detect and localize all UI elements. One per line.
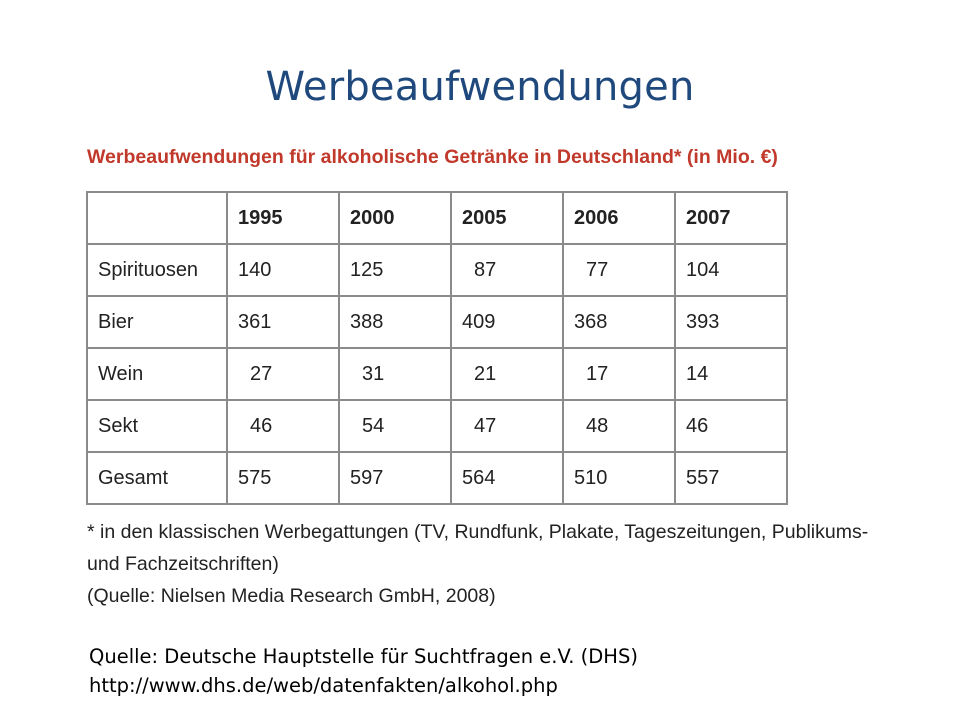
table-cell: 17 (563, 348, 675, 400)
advertising-table (86, 191, 788, 505)
table-cell: 46 (675, 400, 787, 452)
footnote-line-1: * in den klassischen Werbegattungen (TV, Rundfunk, Plakate, Tageszeitungen, Publikums- (87, 521, 869, 543)
table-heading: Werbeaufwendungen für alkoholische Getränke in Deutschland* (in Mio. €) (87, 146, 778, 168)
row-label: Spirituosen (87, 244, 227, 296)
table-cell: 368 (563, 296, 675, 348)
header-cell-year: 1995 (227, 192, 339, 244)
table-cell: 31 (339, 348, 451, 400)
header-cell-year: 2005 (451, 192, 563, 244)
row-label: Sekt (87, 400, 227, 452)
source-url: http://www.dhs.de/web/datenfakten/alkohol.php (89, 674, 558, 697)
table-cell: 47 (451, 400, 563, 452)
row-label: Gesamt (87, 452, 227, 504)
table-cell: 46 (227, 400, 339, 452)
header-cell-year: 2000 (339, 192, 451, 244)
table-cell: 140 (227, 244, 339, 296)
table-cell: 564 (451, 452, 563, 504)
table-cell: 557 (675, 452, 787, 504)
table-cell: 77 (563, 244, 675, 296)
table-row (87, 296, 787, 348)
table-cell: 27 (227, 348, 339, 400)
table-cell: 361 (227, 296, 339, 348)
table-cell: 125 (339, 244, 451, 296)
table-cell: 393 (675, 296, 787, 348)
table-row (87, 400, 787, 452)
table-cell: 14 (675, 348, 787, 400)
table-cell: 388 (339, 296, 451, 348)
table-cell: 21 (451, 348, 563, 400)
table-cell: 597 (339, 452, 451, 504)
table-cell: 54 (339, 400, 451, 452)
table-row (87, 348, 787, 400)
table-row (87, 244, 787, 296)
slide-title: Werbeaufwendungen (265, 64, 695, 110)
footnote-line-2: und Fachzeitschriften) (87, 553, 279, 575)
table-cell: 104 (675, 244, 787, 296)
table-cell: 575 (227, 452, 339, 504)
table-row (87, 452, 787, 504)
footnote-source-line: (Quelle: Nielsen Media Research GmbH, 2008) (87, 585, 496, 607)
header-cell-year: 2007 (675, 192, 787, 244)
table-cell: 409 (451, 296, 563, 348)
row-label: Wein (87, 348, 227, 400)
header-cell-year: 2006 (563, 192, 675, 244)
table-cell: 87 (451, 244, 563, 296)
source-line: Quelle: Deutsche Hauptstelle für Suchtfragen e.V. (DHS) (89, 645, 638, 668)
header-cell-empty (87, 192, 227, 244)
table-cell: 48 (563, 400, 675, 452)
table-header-row (87, 192, 787, 244)
row-label: Bier (87, 296, 227, 348)
table-cell: 510 (563, 452, 675, 504)
